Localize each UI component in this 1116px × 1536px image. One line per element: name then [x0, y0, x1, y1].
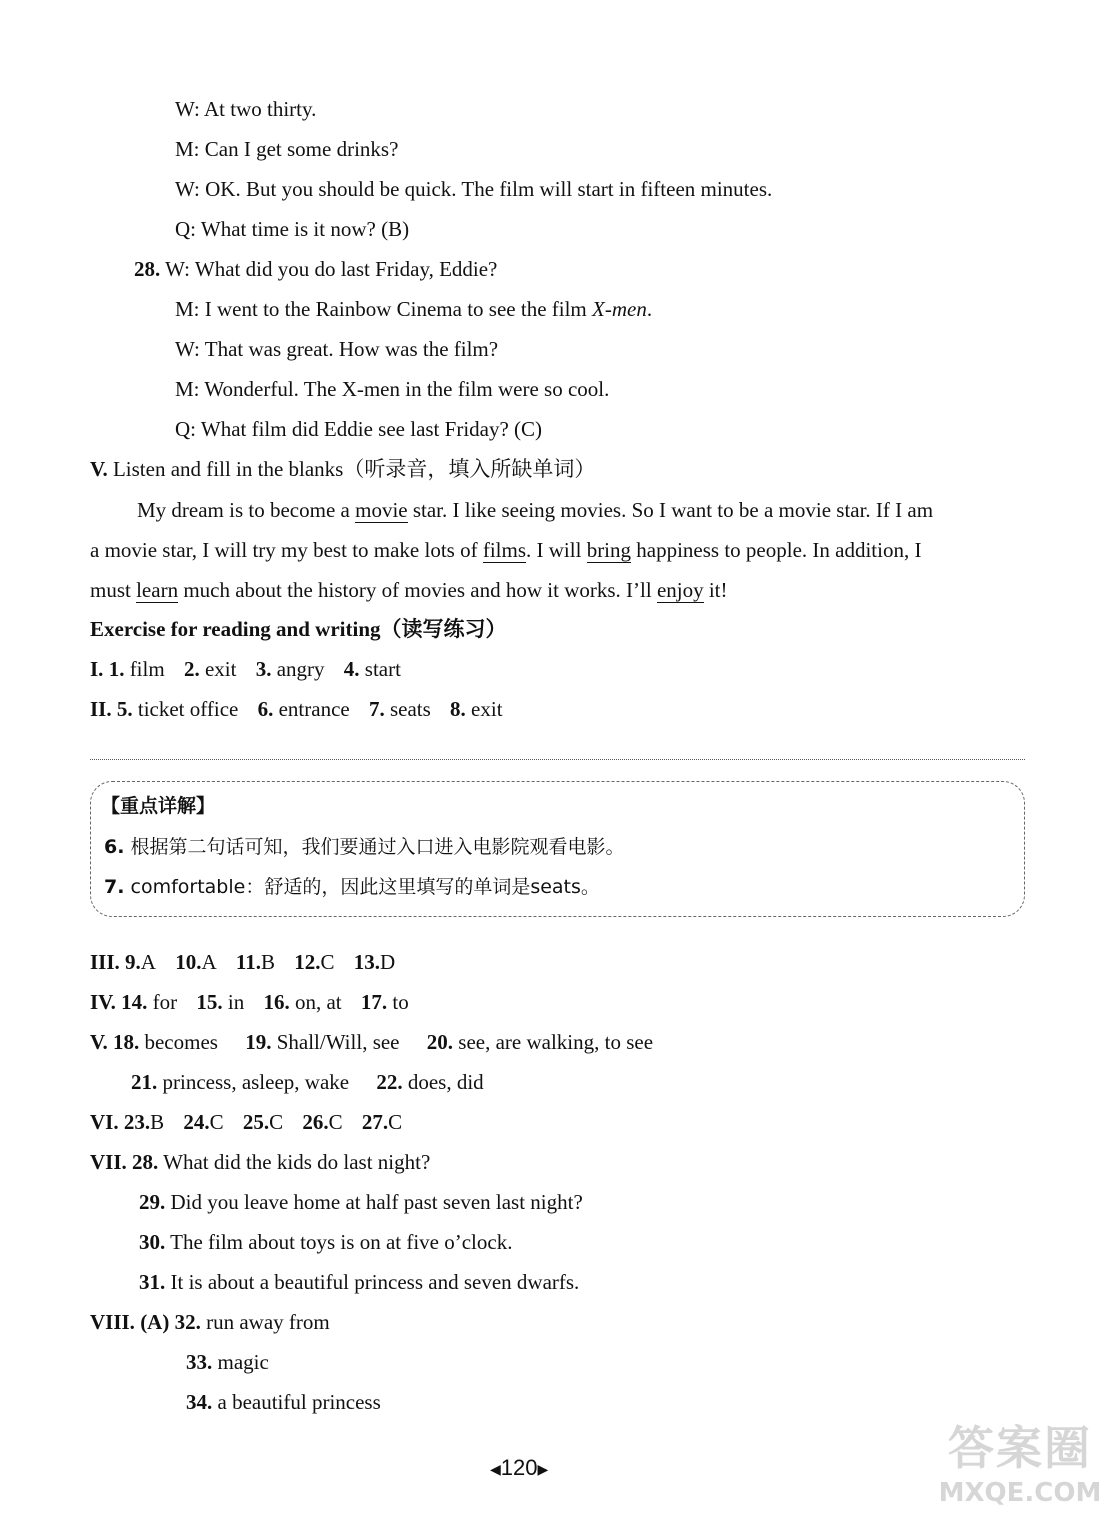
section-number: V.: [90, 1030, 108, 1054]
dialog-text: What time is it now? (B): [200, 217, 410, 241]
section-number: III.: [90, 950, 120, 974]
item-number: 2.: [183, 657, 200, 681]
answer-row-V: [90, 1029, 653, 1055]
section-number: VII.: [90, 1150, 127, 1174]
item-number: 34.: [186, 1390, 213, 1414]
item-number: 26.: [302, 1110, 329, 1134]
text: a movie star, I will try my best to make lots of: [90, 538, 483, 562]
dialog-line: [175, 136, 398, 162]
item-number: 17.: [360, 990, 388, 1014]
item-number: 28.: [132, 1150, 159, 1174]
item-number: 6.: [257, 697, 274, 721]
speaker: W:: [175, 97, 200, 121]
answer: Shall/Will, see: [276, 1030, 400, 1054]
answer: a beautiful princess: [217, 1390, 381, 1414]
section-number: I.: [90, 657, 104, 681]
note-number: 7.: [104, 876, 125, 898]
dialog-text: At two thirty.: [203, 97, 317, 121]
speaker: M:: [175, 297, 200, 321]
speaker: W:: [165, 257, 191, 281]
item-number: 8.: [450, 697, 466, 721]
watermark-logo: [935, 1420, 1105, 1530]
answer: on, at: [294, 990, 342, 1014]
answer: exit: [471, 697, 503, 721]
dialog-text: What film did Eddie see last Friday? (C): [200, 417, 543, 441]
answer: start: [364, 657, 401, 681]
answer-row-VI: [90, 1109, 402, 1135]
section-number: V.: [90, 457, 108, 481]
item-number: 29.: [139, 1190, 166, 1214]
item-number: 33.: [186, 1350, 213, 1374]
answer: to: [392, 990, 409, 1014]
answer: C: [209, 1110, 224, 1134]
answer: entrance: [278, 697, 350, 721]
paragraph-line: [90, 537, 921, 563]
text: My dream is to become a: [137, 498, 356, 522]
answer: C: [328, 1110, 343, 1134]
item-number: 15.: [196, 990, 223, 1014]
text: must: [90, 578, 137, 602]
item-number: 14.: [121, 990, 148, 1014]
answer-row-IV: [90, 989, 409, 1015]
dialog-line: [175, 376, 609, 402]
page-number: [490, 1455, 548, 1481]
note-text: 根据第二句话可知，我们要通过入口进入电影院观看电影。: [130, 836, 625, 858]
item-number: 9.: [125, 950, 141, 974]
item-number: 19.: [245, 1030, 272, 1054]
dialog-text: What did you do last Friday, Eddie?: [194, 257, 498, 281]
dialog-line: [175, 416, 542, 442]
item-number: 21.: [131, 1070, 158, 1094]
answer: D: [380, 950, 396, 974]
dialog-line: [175, 96, 316, 122]
answer-row-VII: [90, 1149, 430, 1175]
blank-answer: films: [482, 538, 527, 562]
item-number: 32.: [174, 1310, 201, 1334]
item-number: 30.: [139, 1230, 166, 1254]
answer: C: [320, 950, 335, 974]
dialog-text: Can I get some drinks?: [204, 137, 399, 161]
speaker: W:: [175, 177, 200, 201]
dialog-line: [175, 176, 772, 202]
answer: seats: [389, 697, 431, 721]
question-number: 28.: [134, 257, 161, 281]
triangle-right-icon: ▶: [537, 1460, 549, 1477]
note-line: [104, 874, 600, 900]
item-number: 7.: [368, 697, 385, 721]
note-line: [104, 834, 625, 860]
answer: B: [260, 950, 275, 974]
page-number-text: 120: [500, 1455, 538, 1480]
paragraph-line: [137, 497, 933, 523]
text: much about the history of movies and how it works. I’ll: [178, 578, 657, 602]
answer: for: [152, 990, 178, 1014]
text: star. I like seeing movies. So I want to be a movie star. If I am: [407, 498, 934, 522]
text: happiness to people. In addition, I: [631, 538, 922, 562]
answer: film: [129, 657, 165, 681]
item-number: 27.: [361, 1110, 389, 1134]
dotted-divider: [90, 759, 1025, 760]
dialog-text: Wonderful. The X-men in the film were so cool.: [204, 377, 610, 401]
section-title: Listen and fill in the blanks（听录音，填入所缺单词）: [112, 457, 596, 481]
item-number: 1.: [108, 657, 125, 681]
answer-row: [186, 1349, 269, 1375]
answer: run away from: [206, 1310, 330, 1334]
answer: B: [150, 1110, 165, 1134]
film-title: X-men: [592, 297, 647, 321]
answer: angry: [276, 657, 325, 681]
item-number: 3.: [255, 657, 272, 681]
answer: see, are walking, to see: [458, 1030, 654, 1054]
blank-answer: bring: [586, 538, 632, 562]
item-number: 25.: [242, 1110, 270, 1134]
text: . I will: [526, 538, 587, 562]
blank-answer: enjoy: [656, 578, 704, 602]
answer: A: [140, 950, 156, 974]
answer: ticket office: [137, 697, 239, 721]
dialog-text: That was great. How was the film?: [204, 337, 499, 361]
answer: Did you leave home at half past seven last night?: [170, 1190, 583, 1214]
section-number: VI.: [90, 1110, 119, 1134]
item-number: 23.: [123, 1110, 151, 1134]
dialog-text: .: [646, 297, 653, 321]
item-number: 31.: [139, 1270, 166, 1294]
blank-answer: movie: [355, 498, 408, 522]
item-number: 13.: [353, 950, 380, 974]
note-number: 6.: [104, 836, 125, 858]
answer-row: [186, 1389, 381, 1415]
item-number: 11.: [235, 950, 261, 974]
note-text: comfortable：舒适的，因此这里填写的单词是seats。: [130, 876, 600, 898]
item-number: 16.: [263, 990, 290, 1014]
answer: C: [269, 1110, 284, 1134]
answer: What did the kids do last night?: [163, 1150, 431, 1174]
answer-row-VIII: [90, 1309, 330, 1335]
notes-title: 【重点详解】: [101, 795, 216, 817]
speaker: Q:: [175, 217, 196, 241]
item-number: 22.: [376, 1070, 403, 1094]
answer: A: [201, 950, 217, 974]
item-number: 4.: [343, 657, 360, 681]
item-number: 5.: [116, 697, 133, 721]
answer-row-I: [90, 656, 401, 682]
answer: does, did: [407, 1070, 484, 1094]
answer: princess, asleep, wake: [162, 1070, 350, 1094]
rw-heading: Exercise for reading and writing（读写练习）: [90, 617, 507, 641]
answer-row-II: [90, 696, 503, 722]
paragraph-line: [90, 577, 728, 603]
answer-row: [139, 1189, 583, 1215]
item-number: 24.: [183, 1110, 210, 1134]
section-number: IV.: [90, 990, 116, 1014]
dialog-line: [134, 256, 497, 282]
blank-answer: learn: [136, 578, 179, 602]
answer: It is about a beautiful princess and seven dwarfs.: [170, 1270, 580, 1294]
speaker: M:: [175, 377, 200, 401]
answer: magic: [217, 1350, 269, 1374]
answer-row-V-cont: [131, 1069, 484, 1095]
answer: in: [227, 990, 245, 1014]
speaker: M:: [175, 137, 200, 161]
section-number: VIII.: [90, 1310, 135, 1334]
answer-row: [139, 1229, 512, 1255]
item-number: 18.: [112, 1030, 140, 1054]
answer-row-III: [90, 949, 395, 975]
answer: The film about toys is on at five o’clock.: [170, 1230, 513, 1254]
section-number: II.: [90, 697, 112, 721]
item-number: 20.: [426, 1030, 454, 1054]
part-label: (A): [140, 1310, 170, 1334]
watermark-line2: MXQE.COM: [938, 1478, 1102, 1508]
text: it!: [703, 578, 728, 602]
answer: exit: [204, 657, 237, 681]
answer: C: [388, 1110, 403, 1134]
dialog-line: [175, 296, 652, 322]
watermark-line1: 答案圈: [948, 1421, 1092, 1475]
triangle-left-icon: ◀: [490, 1460, 501, 1477]
item-number: 10.: [175, 950, 202, 974]
speaker: Q:: [175, 417, 196, 441]
answer-row: [139, 1269, 579, 1295]
dialog-line: [175, 216, 409, 242]
speaker: W:: [175, 337, 200, 361]
dialog-line: [175, 336, 498, 362]
dialog-text: OK. But you should be quick. The film will start in fifteen minutes.: [205, 177, 773, 201]
item-number: 12.: [294, 950, 321, 974]
section-heading: [90, 456, 595, 482]
dialog-text: I went to the Rainbow Cinema to see the film: [204, 297, 593, 321]
answer: becomes: [144, 1030, 218, 1054]
